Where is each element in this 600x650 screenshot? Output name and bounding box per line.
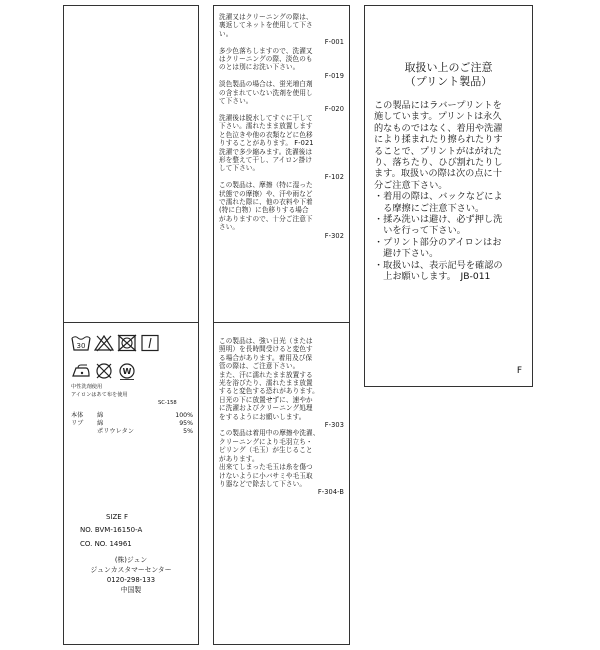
text-line: に洗濯およびクリーニング処理 — [219, 404, 313, 413]
customer-center: ジュンカスタマーセンター — [90, 566, 172, 574]
fiber-percent: 95% — [179, 420, 193, 427]
text-line: けないように小バサミや毛玉取 — [219, 471, 313, 480]
svg-text:30: 30 — [76, 342, 86, 350]
no-tumble-dry-icon — [117, 334, 137, 352]
text-line: 多少色落ちしますので、洗濯又 — [219, 46, 313, 55]
text-line: ることで、プリントがはがれた — [374, 145, 503, 157]
text-line: りすることがあります。 F-021 — [219, 139, 314, 148]
reference-code: F-019 — [324, 71, 344, 80]
text-line: 淡色製品の場合は、蛍光増白剤 — [219, 80, 313, 89]
text-line: クリーニングにより毛羽立ち・ — [219, 437, 313, 446]
text-line: の含まれていない洗剤を使用し — [219, 88, 313, 97]
fiber-part: リブ — [71, 420, 84, 427]
text-line: ・着用の際は、バックなどによ — [374, 191, 503, 203]
notice-subtitle: （プリント製品） — [404, 75, 493, 88]
text-line: いを行って下さい。 — [374, 225, 466, 237]
text-line: この製品は、強い日光（または — [219, 337, 313, 345]
text-line: さい。 — [219, 223, 240, 232]
care-symbols-row-1 — [71, 334, 160, 352]
text-line: 状態での摩擦）や、汗や雨など — [219, 189, 313, 198]
line-dry-icon — [140, 334, 160, 352]
text-line: て下さい。 — [219, 97, 253, 106]
text-line: 光を浴びたり、濡れたまま放置 — [219, 379, 313, 388]
text-line: この製品は、摩擦（特に湿った — [219, 181, 313, 190]
fiber-name: 綿 — [97, 420, 104, 427]
care-label-tag — [63, 5, 199, 645]
fiber-part — [71, 428, 97, 436]
reference-code: F-001 — [324, 38, 344, 47]
fiber-name: 綿 — [97, 412, 104, 419]
text-line: と色泣きや他の衣類などに色移 — [219, 130, 313, 139]
text-line: 管の際は、ご注意下さい。 — [219, 362, 300, 371]
tag-divider — [64, 322, 198, 323]
footer-code: F — [516, 366, 522, 376]
text-line: で濡れた際に、他の衣料や下着 — [219, 197, 313, 206]
text-line: また、汗に濡れたまま放置する — [219, 370, 313, 379]
text-line: 洗濯後は脱水してすぐに干して — [219, 113, 313, 122]
text-line: 施しています。プリントは永久 — [374, 111, 502, 123]
print-notice-tag — [364, 5, 533, 387]
sc-code: SC-158 — [158, 400, 177, 406]
text-line: い。 — [219, 29, 233, 38]
svg-text:W: W — [122, 367, 132, 376]
text-line: ・取扱いは、表示記号を確認の — [374, 259, 503, 271]
text-line: があります。 — [219, 454, 259, 463]
text-line: (特に白物）に色移りする場合 — [219, 206, 309, 215]
co-number: CO. NO. 14961 — [80, 540, 132, 548]
fiber-composition — [71, 412, 193, 436]
text-line: 上お願いします。 JB-011 — [374, 271, 491, 283]
wash-30-icon — [71, 334, 91, 352]
text-line: がありますので、十分ご注意下 — [219, 214, 313, 223]
text-line: り器などで除去して下さい。 — [219, 479, 307, 488]
care-instructions-tag — [213, 5, 350, 645]
text-line: ピリング（毛玉）が生じること — [219, 446, 313, 455]
notice-body — [374, 100, 528, 283]
text-line: 分ご注意下さい。 — [374, 179, 448, 191]
care-symbols-row-2 — [71, 362, 137, 380]
fiber-name: ポリウレタン — [97, 428, 134, 435]
reference-code: F-302 — [324, 231, 344, 240]
text-line: る摩擦にご注意下さい。 — [374, 202, 485, 214]
text-line: この製品にはラバープリントを — [374, 100, 502, 111]
fiber-percent: 100% — [175, 412, 193, 419]
tag-divider — [214, 322, 349, 323]
reference-code: F-303 — [324, 421, 344, 430]
text-line: のとは別にお洗い下さい。 — [219, 63, 300, 72]
iron-low-icon — [71, 362, 91, 380]
text-line: 照明）を長時間受けると変色す — [219, 345, 313, 354]
company-name: (株)ジュン — [114, 556, 148, 564]
text-line: 形を整えて干し、アイロン掛け — [219, 155, 313, 164]
text-line: をするようにお願いします。 — [219, 412, 306, 421]
text-line: 日光の下に放置せずに、速やか — [219, 395, 313, 404]
no-dry-clean-icon — [94, 362, 114, 380]
phone-number: 0120-298-133 — [106, 576, 156, 584]
detergent-note: 中性洗剤使用 — [71, 384, 103, 390]
text-line: 出来てしまった毛玉は糸を傷つ — [219, 463, 313, 472]
fiber-row — [71, 428, 193, 436]
text-line: により揉まれたり擦られたりす — [374, 134, 503, 146]
text-line: 避け下さい。 — [374, 248, 439, 260]
fiber-percent: 5% — [183, 428, 193, 435]
wet-clean-icon — [117, 362, 137, 380]
text-line: 下さい。濡れたまま放置します — [219, 122, 313, 131]
text-line: り、落ちたり、ひび割れたりし — [374, 157, 503, 169]
fiber-part: 本体 — [71, 412, 84, 419]
country-of-origin: 中国製 — [120, 586, 142, 594]
reference-code: F-102 — [324, 172, 344, 181]
text-line: すると変色する恐れがあります。 — [219, 387, 319, 396]
reference-code: F-304-B — [317, 488, 344, 497]
text-line: ・揉み洗いは避け、必ず押し洗 — [374, 214, 503, 226]
text-line: この製品は着用中の摩擦や洗濯、 — [219, 429, 320, 438]
text-line: 洗濯で多少縮みます。洗濯後は — [219, 147, 313, 156]
size-label: SIZE F — [106, 513, 128, 521]
reference-code: F-020 — [324, 105, 344, 114]
text-line: ・プリント部分のアイロンはお — [374, 236, 502, 248]
text-line: 的なものではなく、着用や洗濯 — [374, 122, 503, 134]
fiber-row — [71, 420, 193, 428]
text-line: 裏返してネットを使用して下さ — [219, 21, 313, 30]
product-number: NO. BVM-16150-A — [80, 526, 143, 534]
text-line: はクリーニングの際、淡色のも — [219, 55, 313, 64]
text-line: して下さい。 — [219, 164, 260, 173]
iron-cloth-note: アイロンはあて布を使用 — [71, 392, 128, 398]
text-line: 洗濯又はクリーニングの際は、 — [219, 13, 313, 21]
notice-title: 取扱い上のご注意 — [404, 61, 493, 74]
no-bleach-icon — [94, 334, 114, 352]
text-line: ます。取扱いの際は次の点に十 — [374, 168, 502, 180]
fiber-row — [71, 412, 193, 420]
text-line: る場合があります。着用及び保 — [219, 353, 313, 362]
care-instructions-lower — [219, 337, 346, 497]
care-instructions-upper — [219, 13, 346, 240]
